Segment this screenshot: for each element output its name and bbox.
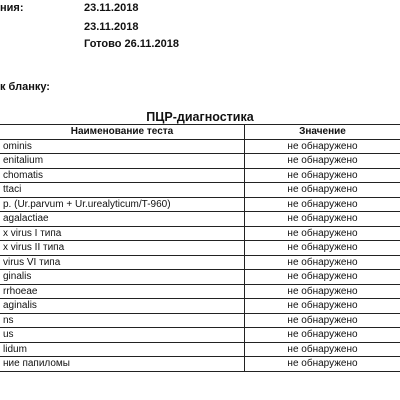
column-header-value: Значение — [245, 125, 400, 140]
test-name-cell — [0, 139, 245, 154]
test-name: ns — [3, 314, 14, 326]
table-row — [0, 342, 400, 357]
ready-date-value: Готово 26.11.2018 — [84, 38, 179, 50]
collection-date-line — [0, 2, 400, 14]
test-name: p. (Ur.parvum + Ur.urealyticum/T-960) — [3, 198, 171, 210]
test-name-cell — [0, 255, 245, 270]
table-row — [0, 299, 400, 314]
test-value-cell: не обнаружено — [245, 139, 400, 154]
test-value-cell: не обнаружено — [245, 328, 400, 343]
test-value-cell: не обнаружено — [245, 284, 400, 299]
test-name: aginalis — [3, 300, 37, 312]
test-name-cell — [0, 197, 245, 212]
test-name: lidum — [3, 343, 27, 355]
table-row — [0, 357, 400, 372]
test-name: agalactiae — [3, 213, 49, 225]
test-name-cell — [0, 357, 245, 372]
ready-date-line — [0, 38, 400, 50]
test-name-cell — [0, 168, 245, 183]
collection-date-value: 23.11.2018 — [84, 2, 139, 14]
table-row — [0, 183, 400, 198]
table-row — [0, 270, 400, 285]
test-name-cell — [0, 212, 245, 227]
test-name-cell — [0, 299, 245, 314]
table-row — [0, 197, 400, 212]
results-table — [0, 124, 400, 372]
test-name: rrhoeae — [3, 285, 38, 297]
test-value-cell: не обнаружено — [245, 342, 400, 357]
test-value-cell: не обнаружено — [245, 357, 400, 372]
test-name-cell — [0, 183, 245, 198]
test-name: x virus I типа — [3, 227, 62, 239]
form-note: к бланку: — [0, 81, 50, 93]
table-row — [0, 284, 400, 299]
test-value-cell: не обнаружено — [245, 154, 400, 169]
test-name: ginalis — [3, 271, 32, 283]
test-value-cell: не обнаружено — [245, 183, 400, 198]
test-name-cell — [0, 284, 245, 299]
test-name: ominis — [3, 140, 32, 152]
test-name-cell — [0, 342, 245, 357]
collection-date-label: ния: — [0, 2, 24, 14]
test-name: ttaci — [3, 184, 22, 196]
received-date-value: 23.11.2018 — [84, 21, 139, 33]
received-date-line — [0, 21, 400, 33]
test-name: x virus II типа — [3, 242, 65, 254]
test-name: enitalium — [3, 155, 44, 167]
table-row — [0, 139, 400, 154]
test-value-cell: не обнаружено — [245, 197, 400, 212]
test-name-cell — [0, 270, 245, 285]
test-value-cell: не обнаружено — [245, 241, 400, 256]
column-header-test-name: Наименование теста — [0, 125, 245, 140]
test-name: ние папиломы — [3, 358, 70, 370]
test-name: chomatis — [3, 169, 44, 181]
table-row — [0, 328, 400, 343]
test-value-cell: не обнаружено — [245, 226, 400, 241]
table-header-row — [0, 125, 400, 140]
test-value-cell: не обнаружено — [245, 212, 400, 227]
page-cut-edge — [0, 386, 400, 400]
test-name-cell — [0, 154, 245, 169]
test-value-cell: не обнаружено — [245, 299, 400, 314]
table-row — [0, 212, 400, 227]
section-title: ПЦР-диагностика — [146, 110, 254, 124]
test-value-cell: не обнаружено — [245, 313, 400, 328]
test-name: us — [3, 329, 14, 341]
table-row — [0, 241, 400, 256]
table-row — [0, 154, 400, 169]
test-name-cell — [0, 226, 245, 241]
table-row — [0, 255, 400, 270]
test-name-cell — [0, 241, 245, 256]
test-value-cell: не обнаружено — [245, 168, 400, 183]
table-row — [0, 168, 400, 183]
test-value-cell: не обнаружено — [245, 270, 400, 285]
test-name-cell — [0, 328, 245, 343]
test-name: virus VI типа — [3, 256, 61, 268]
results-body — [0, 139, 400, 371]
table-row — [0, 226, 400, 241]
test-name-cell — [0, 313, 245, 328]
test-value-cell: не обнаружено — [245, 255, 400, 270]
table-row — [0, 313, 400, 328]
